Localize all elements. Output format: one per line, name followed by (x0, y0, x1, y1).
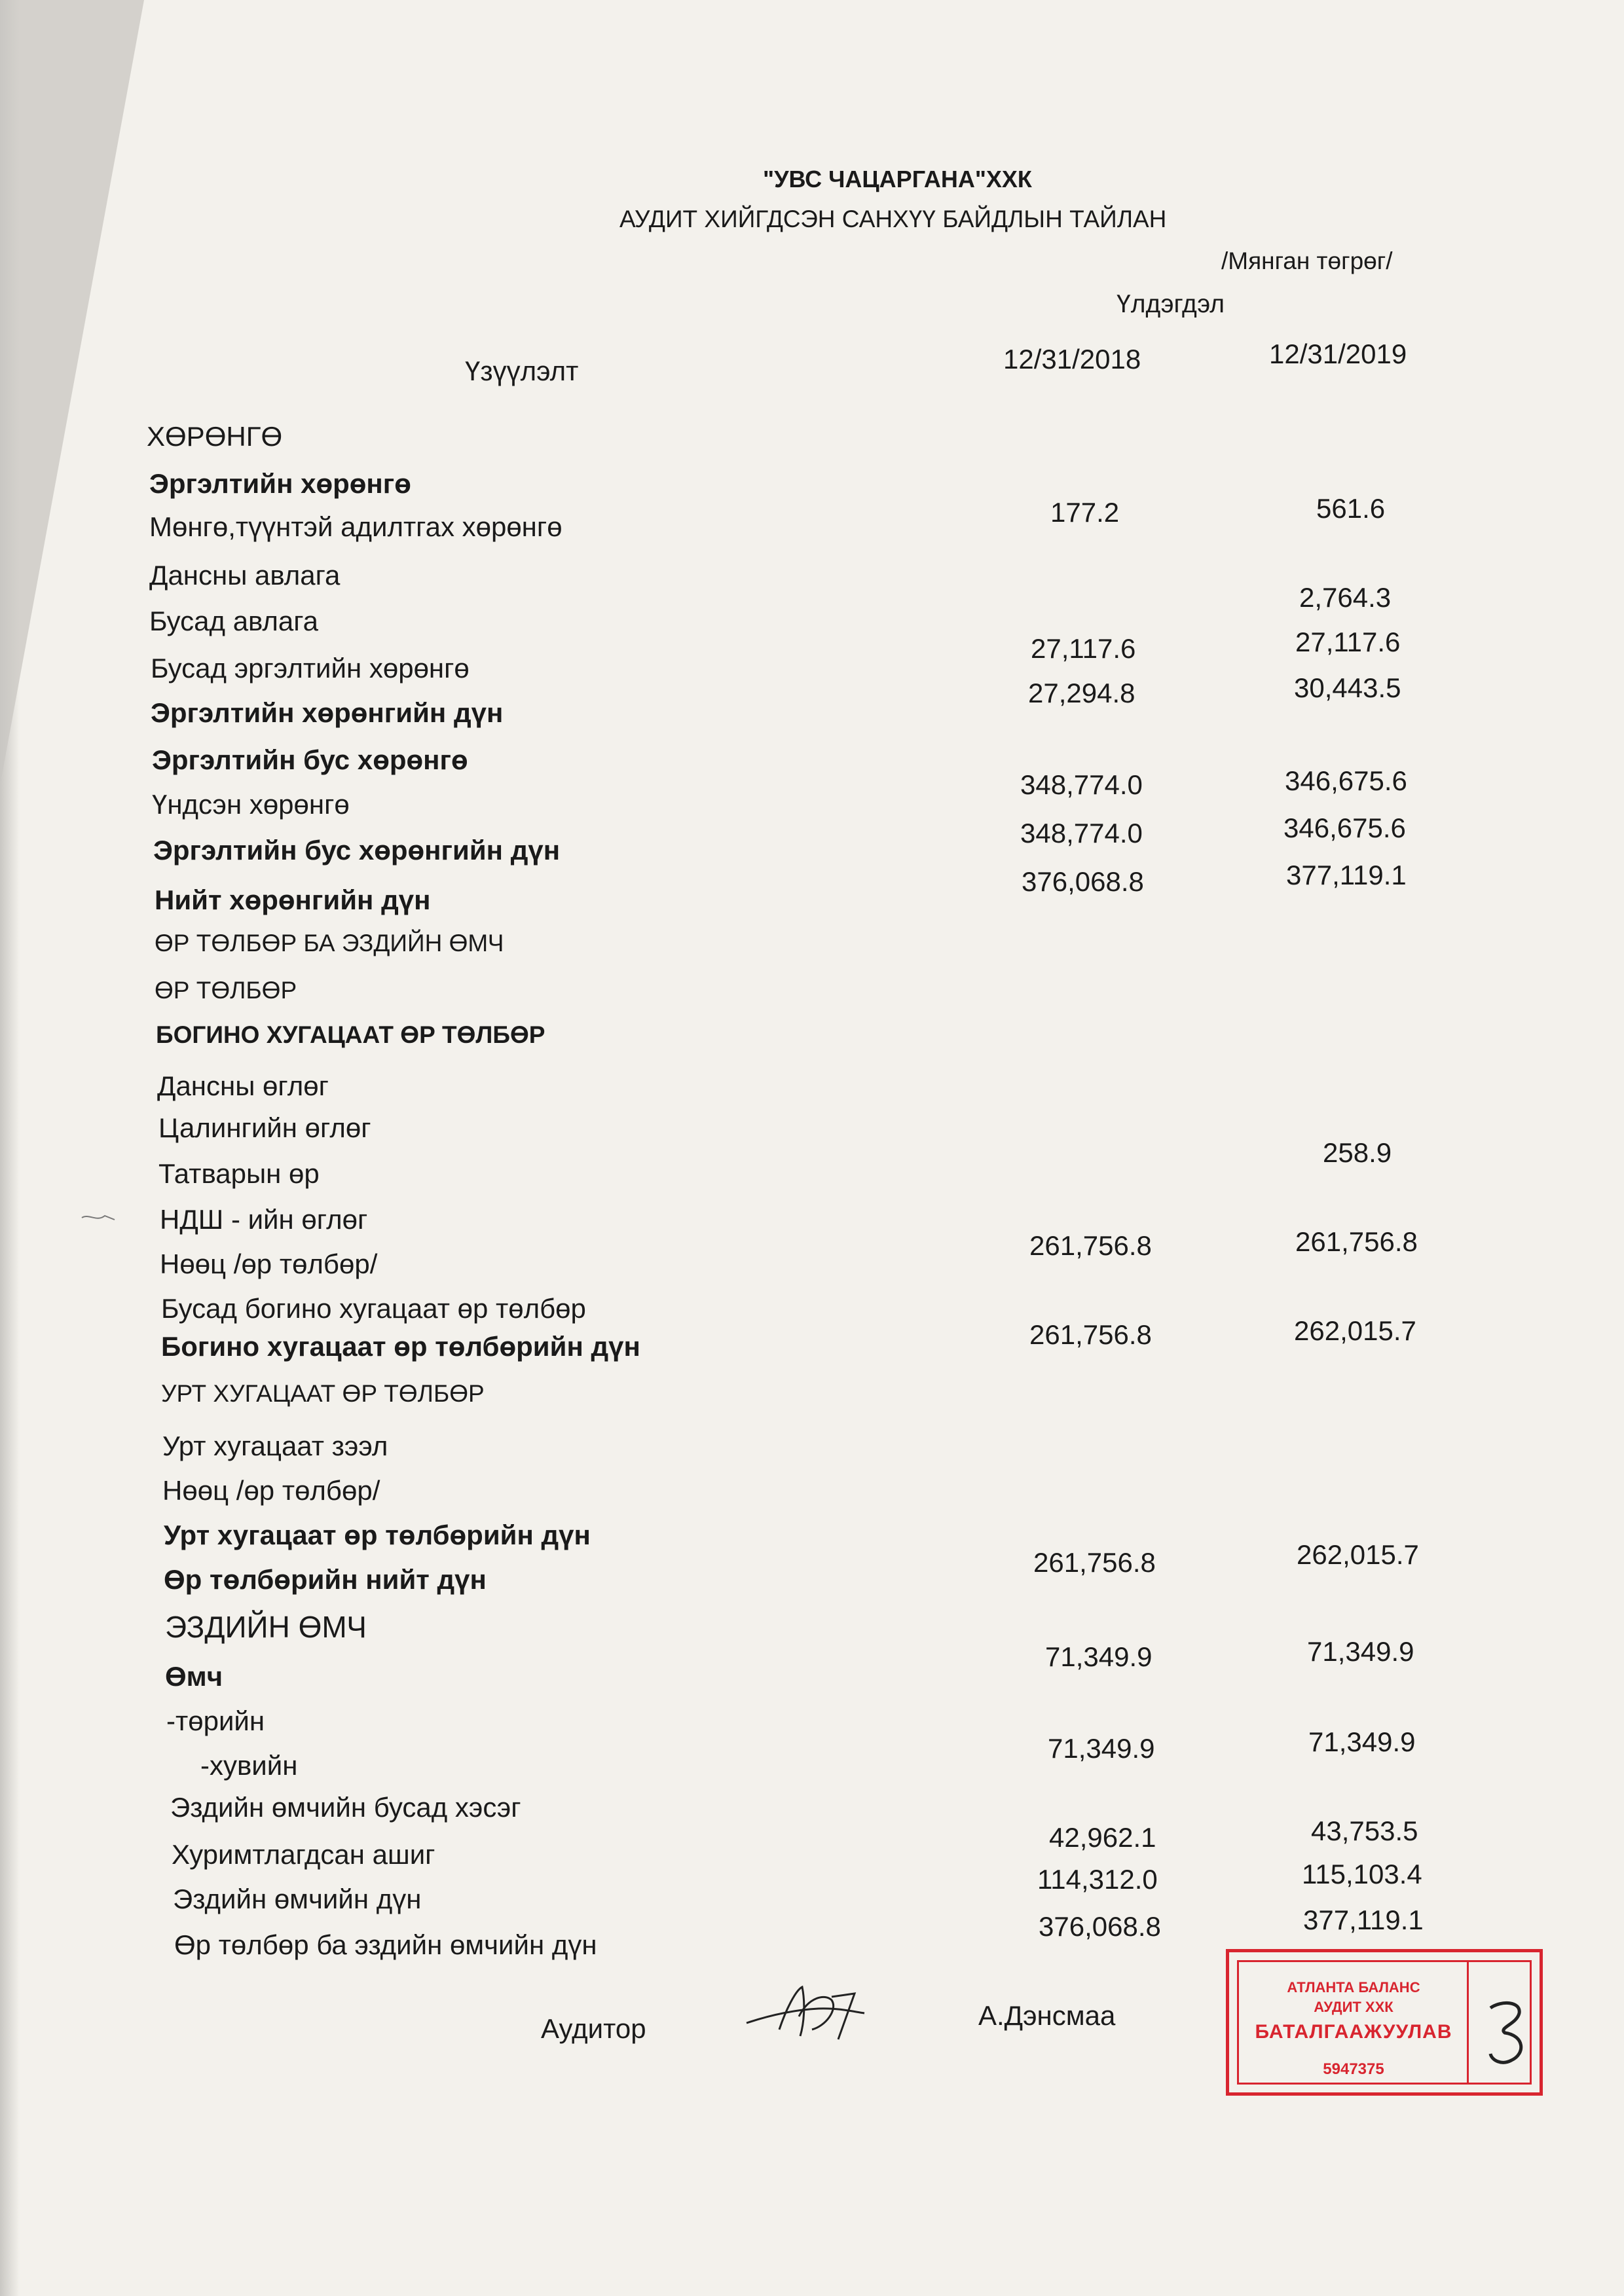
row-label: Өмч (165, 1661, 223, 1692)
stamp-inner-border (1237, 1960, 1532, 2085)
row-label: Дансны авлага (149, 560, 341, 591)
auditor-name: А.Дэнсмаа (978, 2000, 1116, 2031)
value-2019: 262,015.7 (1297, 1539, 1419, 1570)
value-2018: 114,312.0 (1037, 1864, 1158, 1895)
stamp-firm-line1: АТЛАНТА БАЛАНС (1287, 1979, 1420, 1995)
value-2018: 348,774.0 (1020, 818, 1143, 848)
value-2019: 377,119.1 (1303, 1904, 1424, 1935)
value-2019: 346,675.6 (1283, 812, 1406, 843)
auditor-signature (740, 1977, 871, 2049)
row-label: Эздийн өмчийн бусад хэсэг (170, 1792, 521, 1823)
row-label: ӨР ТӨЛБӨР БА ЭЗДИЙН ӨМЧ (155, 930, 504, 957)
value-2018: 348,774.0 (1020, 769, 1143, 800)
row-label: Өр төлбөр ба эздийн өмчийн дүн (174, 1929, 597, 1960)
stamp-divider (1467, 1962, 1469, 2083)
value-2018: 376,068.8 (1022, 866, 1144, 897)
row-label: Богино хугацаат өр төлбөрийн дүн (161, 1331, 640, 1362)
value-2018: 177.2 (1050, 497, 1120, 528)
row-label: Эргэлтийн хөрөнгө (149, 468, 411, 499)
row-label: Бусад богино хугацаат өр төлбөр (161, 1293, 586, 1324)
unit-label: /Мянган төгрөг/ (1221, 247, 1393, 274)
value-2019: 115,103.4 (1302, 1859, 1422, 1889)
row-label: ЭЗДИЙН ӨМЧ (165, 1610, 367, 1644)
date-column-2018: 12/31/2018 (1003, 344, 1141, 374)
value-2019: 261,756.8 (1295, 1226, 1418, 1257)
row-label: Бусад эргэлтийн хөрөнгө (151, 653, 470, 683)
row-label: Мөнгө,түүнтэй адилтгах хөрөнгө (149, 511, 563, 542)
row-label: -төрийн (166, 1705, 265, 1736)
value-2018: 376,068.8 (1039, 1911, 1161, 1942)
row-label: Эздийн өмчийн дүн (173, 1884, 422, 1914)
value-2019: 377,119.1 (1286, 860, 1407, 890)
stamp-registration-number: 5947375 (1323, 2060, 1384, 2078)
value-2018: 27,117.6 (1031, 633, 1136, 664)
row-label: ӨР ТӨЛБӨР (155, 977, 297, 1004)
value-2018: 71,349.9 (1048, 1733, 1155, 1764)
row-label: НДШ - ийн өглөг (160, 1204, 368, 1235)
row-label: Бусад авлага (149, 606, 319, 636)
stamp-handwritten-mark (1479, 1988, 1538, 2073)
value-2019: 30,443.5 (1294, 672, 1401, 703)
row-label: Татварын өр (158, 1158, 320, 1189)
row-label: Эргэлтийн бус хөрөнгийн дүн (153, 835, 561, 866)
row-label: Хуримтлагдсан ашиг (172, 1839, 435, 1870)
row-label: Урт хугацаат зээл (162, 1430, 388, 1461)
value-2018: 261,756.8 (1033, 1547, 1156, 1578)
company-name: "УВС ЧАЦАРГАНА"ХХК (763, 166, 1032, 192)
row-label: -хувийн (200, 1750, 298, 1781)
auditor-label: Аудитор (541, 2013, 646, 2044)
row-label: Эргэлтийн бус хөрөнгө (152, 744, 468, 775)
row-label: Өр төлбөрийн нийт дүн (164, 1564, 487, 1595)
stray-pen-mark (79, 1208, 118, 1228)
value-2019: 71,349.9 (1308, 1726, 1416, 1757)
row-label: Үндсэн хөрөнгө (152, 789, 350, 820)
value-2019: 2,764.3 (1299, 582, 1392, 613)
stamp-firm-line2: АУДИТ ХХК (1314, 1999, 1393, 2015)
value-2018: 261,756.8 (1029, 1230, 1152, 1261)
stamp-approved-text: БАТАЛГААЖУУЛАВ (1255, 2021, 1452, 2043)
row-label: Нөөц /өр төлбөр/ (162, 1475, 380, 1506)
balance-heading: Үлдэгдэл (1116, 290, 1225, 318)
row-label: УРТ ХУГАЦААТ ӨР ТӨЛБӨР (161, 1380, 485, 1407)
value-2019: 43,753.5 (1311, 1815, 1418, 1846)
row-label: ХӨРӨНГӨ (147, 421, 283, 452)
row-label: Эргэлтийн хөрөнгийн дүн (151, 697, 504, 728)
value-2019: 262,015.7 (1294, 1315, 1416, 1346)
report-title: АУДИТ ХИЙГДСЭН САНХҮҮ БАЙДЛЫН ТАЙЛАН (619, 206, 1167, 232)
page-edge-shade (0, 0, 20, 2296)
value-2019: 27,117.6 (1295, 627, 1401, 657)
value-2018: 261,756.8 (1029, 1319, 1152, 1350)
value-2018: 27,294.8 (1028, 678, 1135, 708)
value-2019: 71,349.9 (1307, 1636, 1414, 1667)
audit-approval-stamp (1226, 1949, 1543, 2096)
row-label: Цалингийн өглөг (158, 1112, 371, 1143)
indicator-column-heading: Үзүүлэлт (465, 355, 579, 386)
page-fold-shadow (0, 0, 144, 786)
date-column-2019: 12/31/2019 (1269, 338, 1407, 369)
row-label: Урт хугацаат өр төлбөрийн дүн (164, 1520, 591, 1550)
row-label: БОГИНО ХУГАЦААТ ӨР ТӨЛБӨР (156, 1021, 545, 1048)
row-label: Нөөц /өр төлбөр/ (160, 1248, 378, 1279)
value-2018: 71,349.9 (1045, 1641, 1153, 1672)
row-label: Нийт хөрөнгийн дүн (155, 884, 431, 915)
row-label: Дансны өглөг (157, 1070, 329, 1101)
value-2019: 561.6 (1316, 493, 1386, 524)
value-2019: 346,675.6 (1285, 765, 1407, 796)
value-2019: 258.9 (1323, 1137, 1392, 1168)
value-2018: 42,962.1 (1049, 1822, 1156, 1853)
